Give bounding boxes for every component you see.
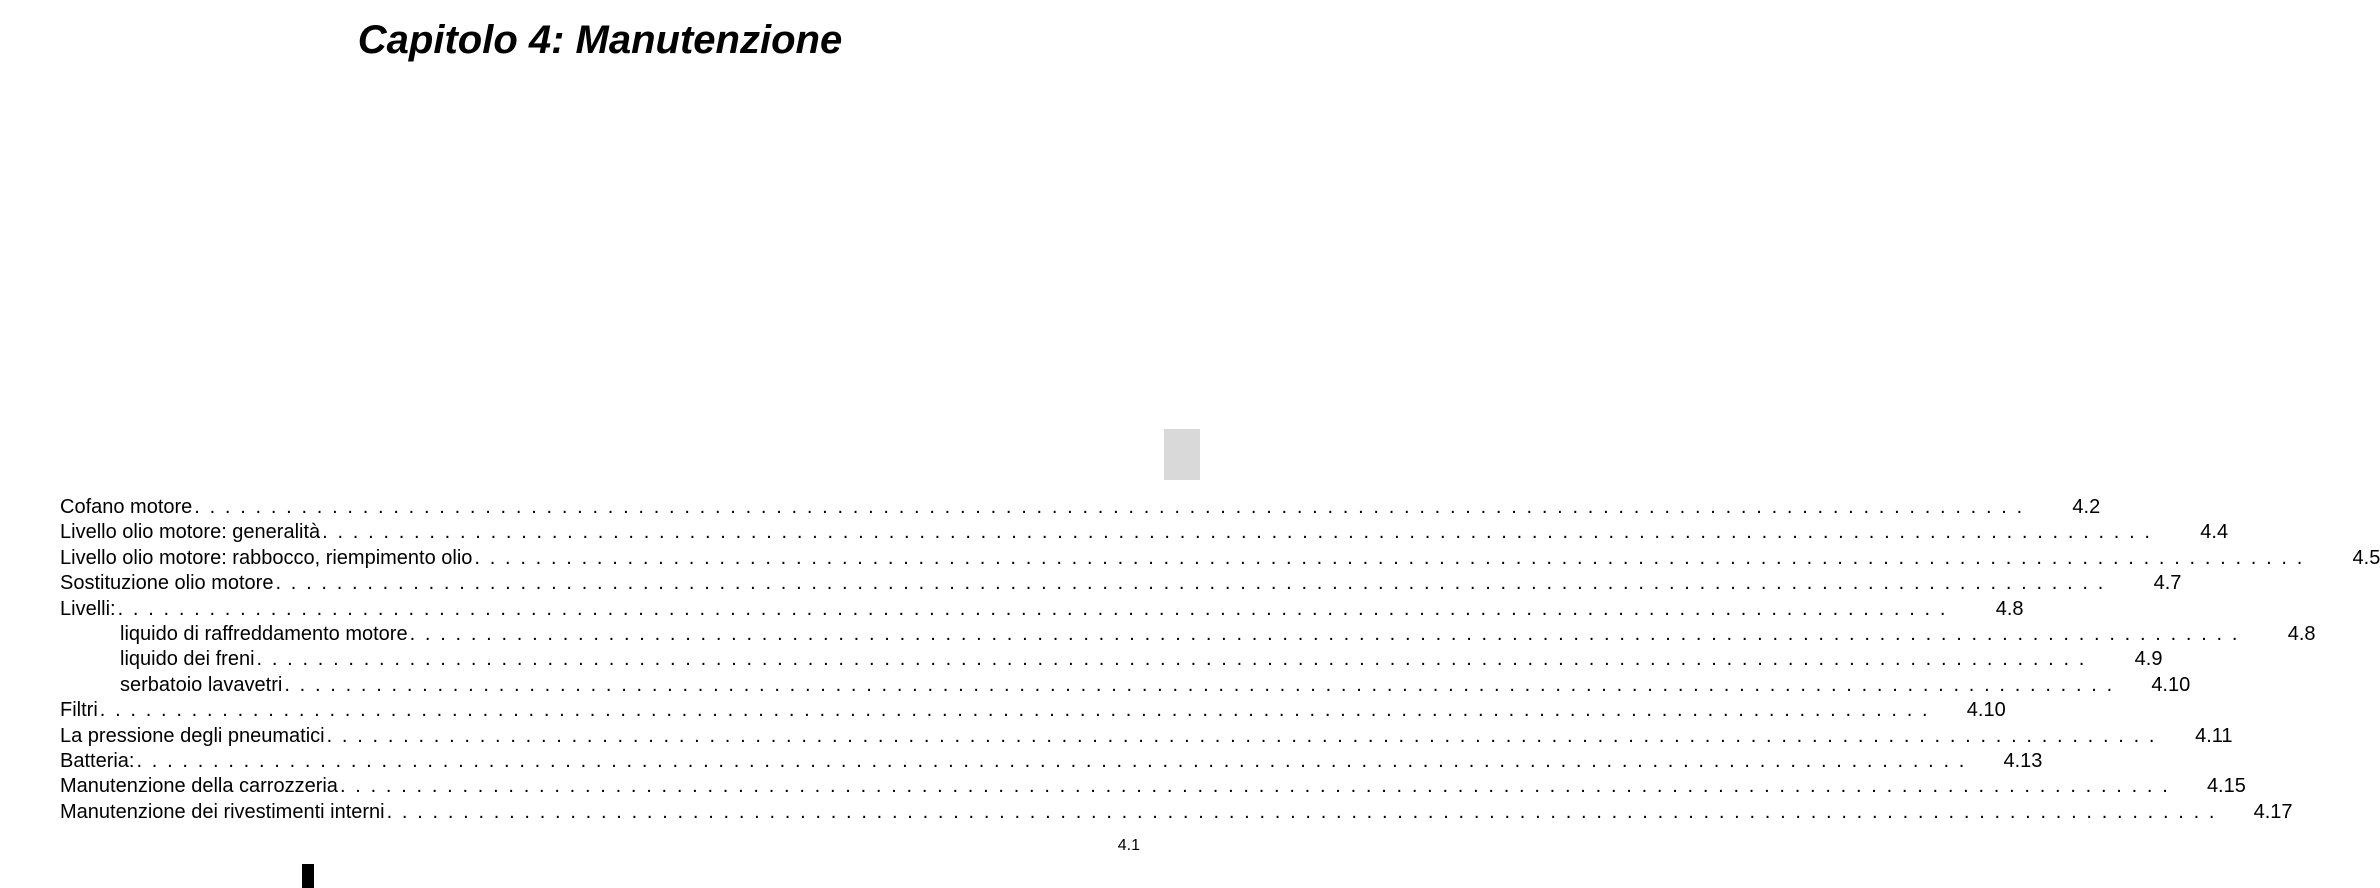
page-number: 4.1 [1117, 837, 1140, 854]
toc-subentry[interactable] [60, 673, 2191, 698]
toc-entry-label: Manutenzione della carrozzeria [60, 775, 338, 798]
toc-entry[interactable] [60, 597, 2024, 622]
toc-entry-label: Livello olio motore: rabbocco, riempimento olio [60, 546, 473, 569]
toc-entry-label: Livelli: [60, 597, 116, 620]
toc-entry-page: 4.10 [2151, 673, 2191, 696]
crop-mark [302, 864, 314, 888]
toc-entry-label: liquido dei freni [120, 648, 255, 671]
toc-entry-label: serbatoio lavavetri [120, 673, 283, 696]
toc-dot-leader: . . . . . . . . . . . . . . . . . . . . . . . . . . . . . . . . . . . . . . . . . . . . . . . . . . . . . . . . . . . . . . . . . . . . . . . . . . . . . . . . . . . . . . . . . . . . . . . . . . . . . . . . . . . . . . . . . . . . . . . . [474, 546, 2305, 569]
toc-entry[interactable] [60, 724, 2233, 749]
toc-entry-page: 4.17 [2253, 800, 2293, 823]
toc-entry-page: 4.7 [2153, 572, 2182, 595]
toc-dot-leader: . . . . . . . . . . . . . . . . . . . . . . . . . . . . . . . . . . . . . . . . . . . . . . . . . . . . . . . . . . . . . . . . . . . . . . . . . . . . . . . . . . . . . . . . . . . . . . . . . . . . . . . . . . . . . . . . . . . . . . . . [409, 622, 2240, 645]
toc-entry-page: 4.11 [2195, 724, 2233, 747]
toc-dot-leader: . . . . . . . . . . . . . . . . . . . . . . . . . . . . . . . . . . . . . . . . . . . . . . . . . . . . . . . . . . . . . . . . . . . . . . . . . . . . . . . . . . . . . . . . . . . . . . . . . . . . . . . . . . . . . . . . . . . . . . . . [194, 496, 2025, 518]
toc-entry-label: liquido di raffreddamento motore [120, 622, 408, 645]
toc-entry[interactable] [60, 571, 2182, 596]
toc-entry-page: 4.4 [2200, 521, 2229, 544]
toc-entry-page: 4.5 [2352, 546, 2380, 569]
toc-dot-leader: . . . . . . . . . . . . . . . . . . . . . . . . . . . . . . . . . . . . . . . . . . . . . . . . . . . . . . . . . . . . . . . . . . . . . . . . . . . . . . . . . . . . . . . . . . . . . . . . . . . . . . . . . . . . . . . . . . . . . . . . [256, 648, 2087, 671]
toc-entry-label: Livello olio motore: generalità [60, 521, 321, 544]
toc-entry[interactable] [60, 520, 2229, 545]
toc-entry-label: Cofano motore [60, 496, 193, 518]
toc-entry-page: 4.13 [2003, 749, 2043, 772]
toc-dot-leader: . . . . . . . . . . . . . . . . . . . . . . . . . . . . . . . . . . . . . . . . . . . . . . . . . . . . . . . . . . . . . . . . . . . . . . . . . . . . . . . . . . . . . . . . . . . . . . . . . . . . . . . . . . . . . . . . . . . . . . . . [99, 699, 1930, 722]
toc-dot-leader: . . . . . . . . . . . . . . . . . . . . . . . . . . . . . . . . . . . . . . . . . . . . . . . . . . . . . . . . . . . . . . . . . . . . . . . . . . . . . . . . . . . . . . . . . . . . . . . . . . . . . . . . . . . . . . . . . . . . . . . . [326, 724, 2157, 747]
toc-entry[interactable] [60, 546, 2380, 571]
toc-dot-leader: . . . . . . . . . . . . . . . . . . . . . . . . . . . . . . . . . . . . . . . . . . . . . . . . . . . . . . . . . . . . . . . . . . . . . . . . . . . . . . . . . . . . . . . . . . . . . . . . . . . . . . . . . . . . . . . . . . . . . . . . [322, 521, 2153, 544]
toc-entry[interactable] [60, 749, 2043, 774]
toc-entry[interactable] [60, 774, 2246, 799]
toc-entry-page: 4.8 [1995, 597, 2024, 620]
toc-entry-page: 4.8 [2287, 622, 2316, 645]
toc-entry-page: 4.15 [2206, 775, 2246, 798]
toc-subentry[interactable] [60, 647, 2163, 672]
toc-subentry[interactable] [60, 622, 2316, 647]
toc-dot-leader: . . . . . . . . . . . . . . . . . . . . . . . . . . . . . . . . . . . . . . . . . . . . . . . . . . . . . . . . . . . . . . . . . . . . . . . . . . . . . . . . . . . . . . . . . . . . . . . . . . . . . . . . . . . . . . . . . . . . . . . . [136, 749, 1967, 772]
toc-dot-leader: . . . . . . . . . . . . . . . . . . . . . . . . . . . . . . . . . . . . . . . . . . . . . . . . . . . . . . . . . . . . . . . . . . . . . . . . . . . . . . . . . . . . . . . . . . . . . . . . . . . . . . . . . . . . . . . . . . . . . . . . [386, 800, 2217, 823]
toc-dot-leader: . . . . . . . . . . . . . . . . . . . . . . . . . . . . . . . . . . . . . . . . . . . . . . . . . . . . . . . . . . . . . . . . . . . . . . . . . . . . . . . . . . . . . . . . . . . . . . . . . . . . . . . . . . . . . . . . . . . . . . . . [284, 673, 2115, 696]
toc-entry[interactable] [60, 495, 2101, 520]
toc-entry-label: Sostituzione olio motore [60, 572, 274, 595]
toc-entry[interactable] [60, 800, 2293, 825]
toc-dot-leader: . . . . . . . . . . . . . . . . . . . . . . . . . . . . . . . . . . . . . . . . . . . . . . . . . . . . . . . . . . . . . . . . . . . . . . . . . . . . . . . . . . . . . . . . . . . . . . . . . . . . . . . . . . . . . . . . . . . . . . . . [275, 572, 2106, 595]
toc-entry[interactable] [60, 698, 2006, 723]
toc-entry-label: Manutenzione dei rivestimenti interni [60, 800, 385, 823]
table-of-contents [60, 495, 2380, 825]
toc-entry-page: 4.9 [2134, 648, 2163, 671]
chapter-side-tab [1164, 429, 1200, 480]
toc-dot-leader: . . . . . . . . . . . . . . . . . . . . . . . . . . . . . . . . . . . . . . . . . . . . . . . . . . . . . . . . . . . . . . . . . . . . . . . . . . . . . . . . . . . . . . . . . . . . . . . . . . . . . . . . . . . . . . . . . . . . . . . . [339, 775, 2170, 798]
toc-entry-label: Filtri [60, 699, 98, 722]
chapter-title: Capitolo 4: Manutenzione [357, 18, 843, 62]
toc-entry-label: Batteria: [60, 749, 135, 772]
toc-entry-label: La pressione degli pneumatici [60, 724, 325, 747]
toc-entry-page: 4.2 [2072, 496, 2101, 518]
toc-entry-page: 4.10 [1966, 699, 2006, 722]
toc-dot-leader: . . . . . . . . . . . . . . . . . . . . . . . . . . . . . . . . . . . . . . . . . . . . . . . . . . . . . . . . . . . . . . . . . . . . . . . . . . . . . . . . . . . . . . . . . . . . . . . . . . . . . . . . . . . . . . . . . . . . . . . . [117, 597, 1948, 620]
